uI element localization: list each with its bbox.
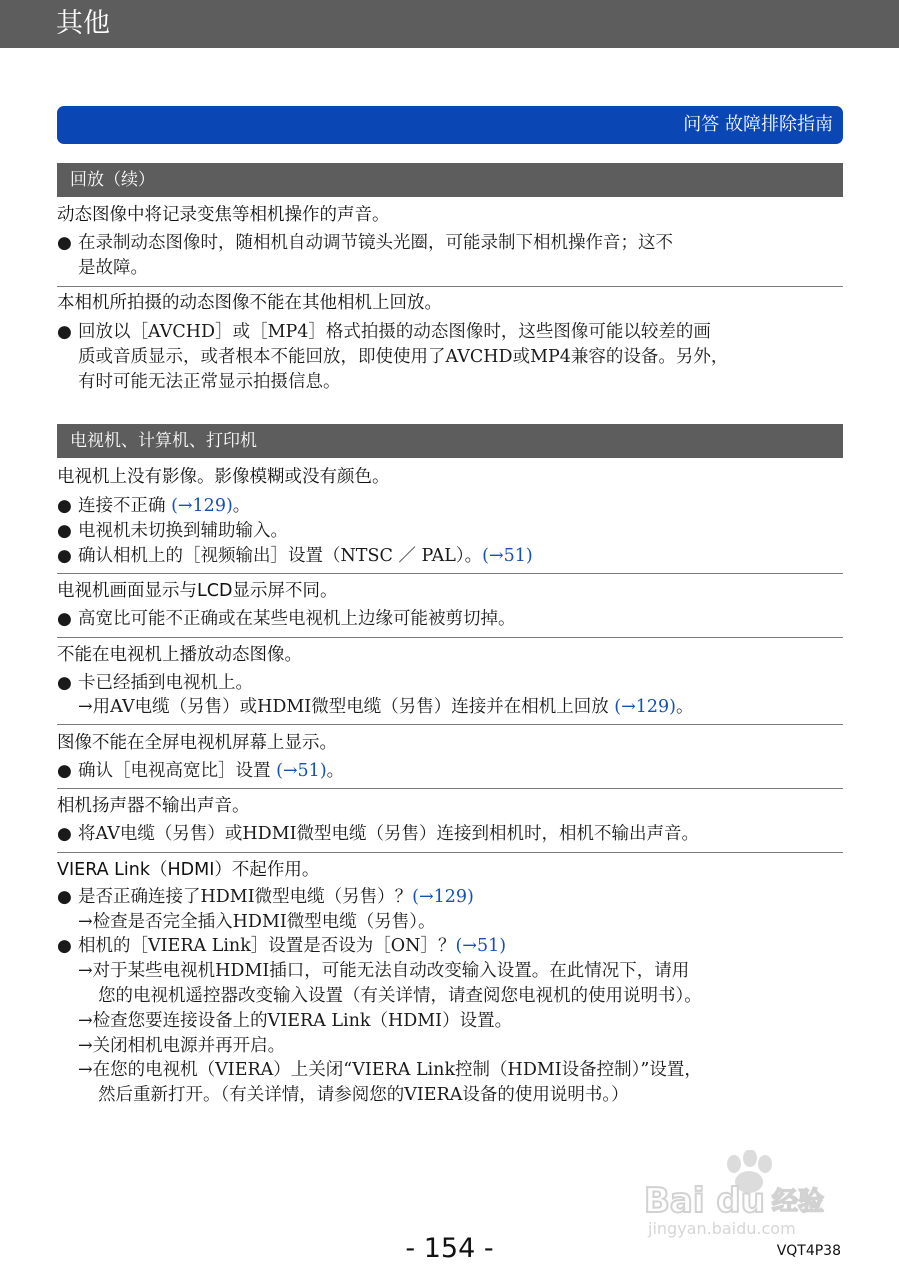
answer-text: 连接不正确 (78, 496, 172, 516)
question-title: 动态图像中将记录变焦等相机操作的声音。 (57, 205, 390, 225)
question-title: 图像不能在全屏电视机屏幕上显示。 (57, 733, 337, 753)
page-ref-link[interactable]: (→129) (412, 887, 474, 907)
page-ref-link[interactable]: (→129) (614, 697, 676, 717)
answer-text: 检查您要连接设备上的VIERA Link（HDMI）设置。 (92, 1011, 513, 1031)
banner-text: 问答 故障排除指南 (683, 114, 833, 135)
bullet-icon: ● (57, 546, 72, 566)
bullet-icon: ● (57, 609, 72, 629)
top-header-bar (0, 0, 899, 48)
answer-line (78, 934, 506, 958)
arrow-icon: → (78, 1060, 93, 1080)
arrow-icon: → (78, 697, 93, 717)
page-ref-link[interactable]: (→129) (171, 496, 233, 516)
page-ref-link[interactable]: (→51) (455, 936, 507, 956)
answer-text: 有时可能无法正常显示拍摄信息。 (78, 372, 341, 392)
section-title: 回放（续） (70, 170, 155, 190)
bullet-icon: ● (57, 761, 72, 781)
answer-line (78, 1034, 285, 1058)
answer-line (78, 695, 694, 719)
divider (57, 788, 843, 789)
answer-line (78, 759, 344, 783)
page-ref-link[interactable]: (→51) (276, 761, 327, 781)
answer-text: 是否正确连接了HDMI微型电缆（另售）？ (78, 887, 413, 907)
section-header-tv (57, 424, 843, 458)
question-title: 不能在电视机上播放动态图像。 (57, 645, 302, 665)
answer-text: 是故障。 (78, 258, 148, 278)
answer-text: 确认［电视高宽比］设置 (78, 761, 277, 781)
answer-line (78, 910, 436, 934)
answer-text: 确认相机上的［视频输出］设置（NTSC ／ PAL）。 (78, 546, 483, 566)
answer-text: 卡已经插到电视机上。 (78, 673, 253, 693)
answer-text: 对于某些电视机HDMI插口，可能无法自动改变输入设置。在此情况下，请用 (92, 961, 690, 981)
answer-text: 。 (676, 697, 694, 717)
answer-text: 在您的电视机（VIERA）上关闭“VIERA Link控制（HDMI设备控制）”设置， (92, 1060, 702, 1080)
arrow-icon: → (78, 1036, 93, 1056)
answer-line (78, 885, 474, 909)
answer-text: 回放以［AVCHD］或［MP4］格式拍摄的动态图像时，这些图像可能以较差的画 (78, 322, 711, 342)
divider (57, 637, 843, 638)
question-title: VIERA Link（HDMI）不起作用。 (57, 860, 320, 880)
svg-text:经验: 经验 (772, 1187, 825, 1217)
arrow-icon: → (78, 1011, 93, 1031)
answer-text: 在录制动态图像时，随相机自动调节镜头光圈，可能录制下相机操作音；这不 (78, 233, 673, 253)
svg-text:jingyan.baidu.com: jingyan.baidu.com (648, 1219, 796, 1238)
answer-line (78, 1058, 702, 1082)
svg-text:Bai du: Bai du (644, 1181, 765, 1221)
page-number: - 154 - (405, 1233, 494, 1264)
divider (57, 286, 843, 287)
answer-text: 将AV电缆（另售）或HDMI微型电缆（另售）连接到相机时，相机不输出声音。 (78, 824, 700, 844)
answer-text: 高宽比可能不正确或在某些电视机上边缘可能被剪切掉。 (78, 609, 516, 629)
question-title: 电视机上没有影像。影像模糊或没有颜色。 (57, 467, 390, 487)
answer-text: 您的电视机遥控器改变输入设置（有关详情，请查阅您电视机的使用说明书）。 (98, 986, 702, 1006)
question-title: 相机扬声器不输出声音。 (57, 796, 250, 816)
section-title: 电视机、计算机、打印机 (70, 431, 257, 451)
bullet-icon: ● (57, 322, 72, 342)
answer-text: 电视机未切换到辅助输入。 (78, 521, 288, 541)
bullet-icon: ● (57, 936, 72, 956)
bullet-icon: ● (57, 824, 72, 844)
arrow-icon: → (78, 912, 93, 932)
arrow-icon: → (78, 961, 93, 981)
section-header-playback (57, 163, 843, 197)
answer-text: 用AV电缆（另售）或HDMI微型电缆（另售）连接并在相机上回放 (92, 697, 615, 717)
answer-text: 相机的［VIERA Link］设置是否设为［ON］？ (78, 936, 456, 956)
paw-icon (640, 1150, 850, 1240)
answer-line (78, 959, 689, 983)
divider (57, 573, 843, 574)
answer-line (78, 494, 250, 518)
answer-text: 关闭相机电源并再开启。 (92, 1036, 286, 1056)
category-banner (57, 106, 843, 144)
header-title: 其他 (56, 8, 110, 39)
answer-text: 然后重新打开。（有关详情，请参阅您的VIERA设备的使用说明书。） (98, 1085, 629, 1105)
page-ref-link[interactable]: (→51) (482, 546, 533, 566)
document-code: VQT4P38 (776, 1243, 841, 1259)
divider (57, 852, 843, 853)
answer-text: 。 (326, 761, 345, 781)
answer-text: 质或音质显示，或者根本不能回放，即使使用了AVCHD或MP4兼容的设备。另外， (78, 347, 729, 367)
bullet-icon: ● (57, 673, 72, 693)
baidu-watermark-logo (640, 1150, 850, 1240)
answer-text: 。 (232, 496, 251, 516)
answer-text: 检查是否完全插入HDMI微型电缆（另售）。 (92, 912, 436, 932)
answer-line (78, 1009, 512, 1033)
answer-line (78, 544, 533, 568)
bullet-icon: ● (57, 496, 72, 516)
bullet-icon: ● (57, 887, 72, 907)
question-title: 本相机所拍摄的动态图像不能在其他相机上回放。 (57, 293, 442, 313)
question-title: 电视机画面显示与LCD显示屏不同。 (57, 581, 338, 601)
divider (57, 724, 843, 725)
bullet-icon: ● (57, 521, 72, 541)
bullet-icon: ● (57, 233, 72, 253)
